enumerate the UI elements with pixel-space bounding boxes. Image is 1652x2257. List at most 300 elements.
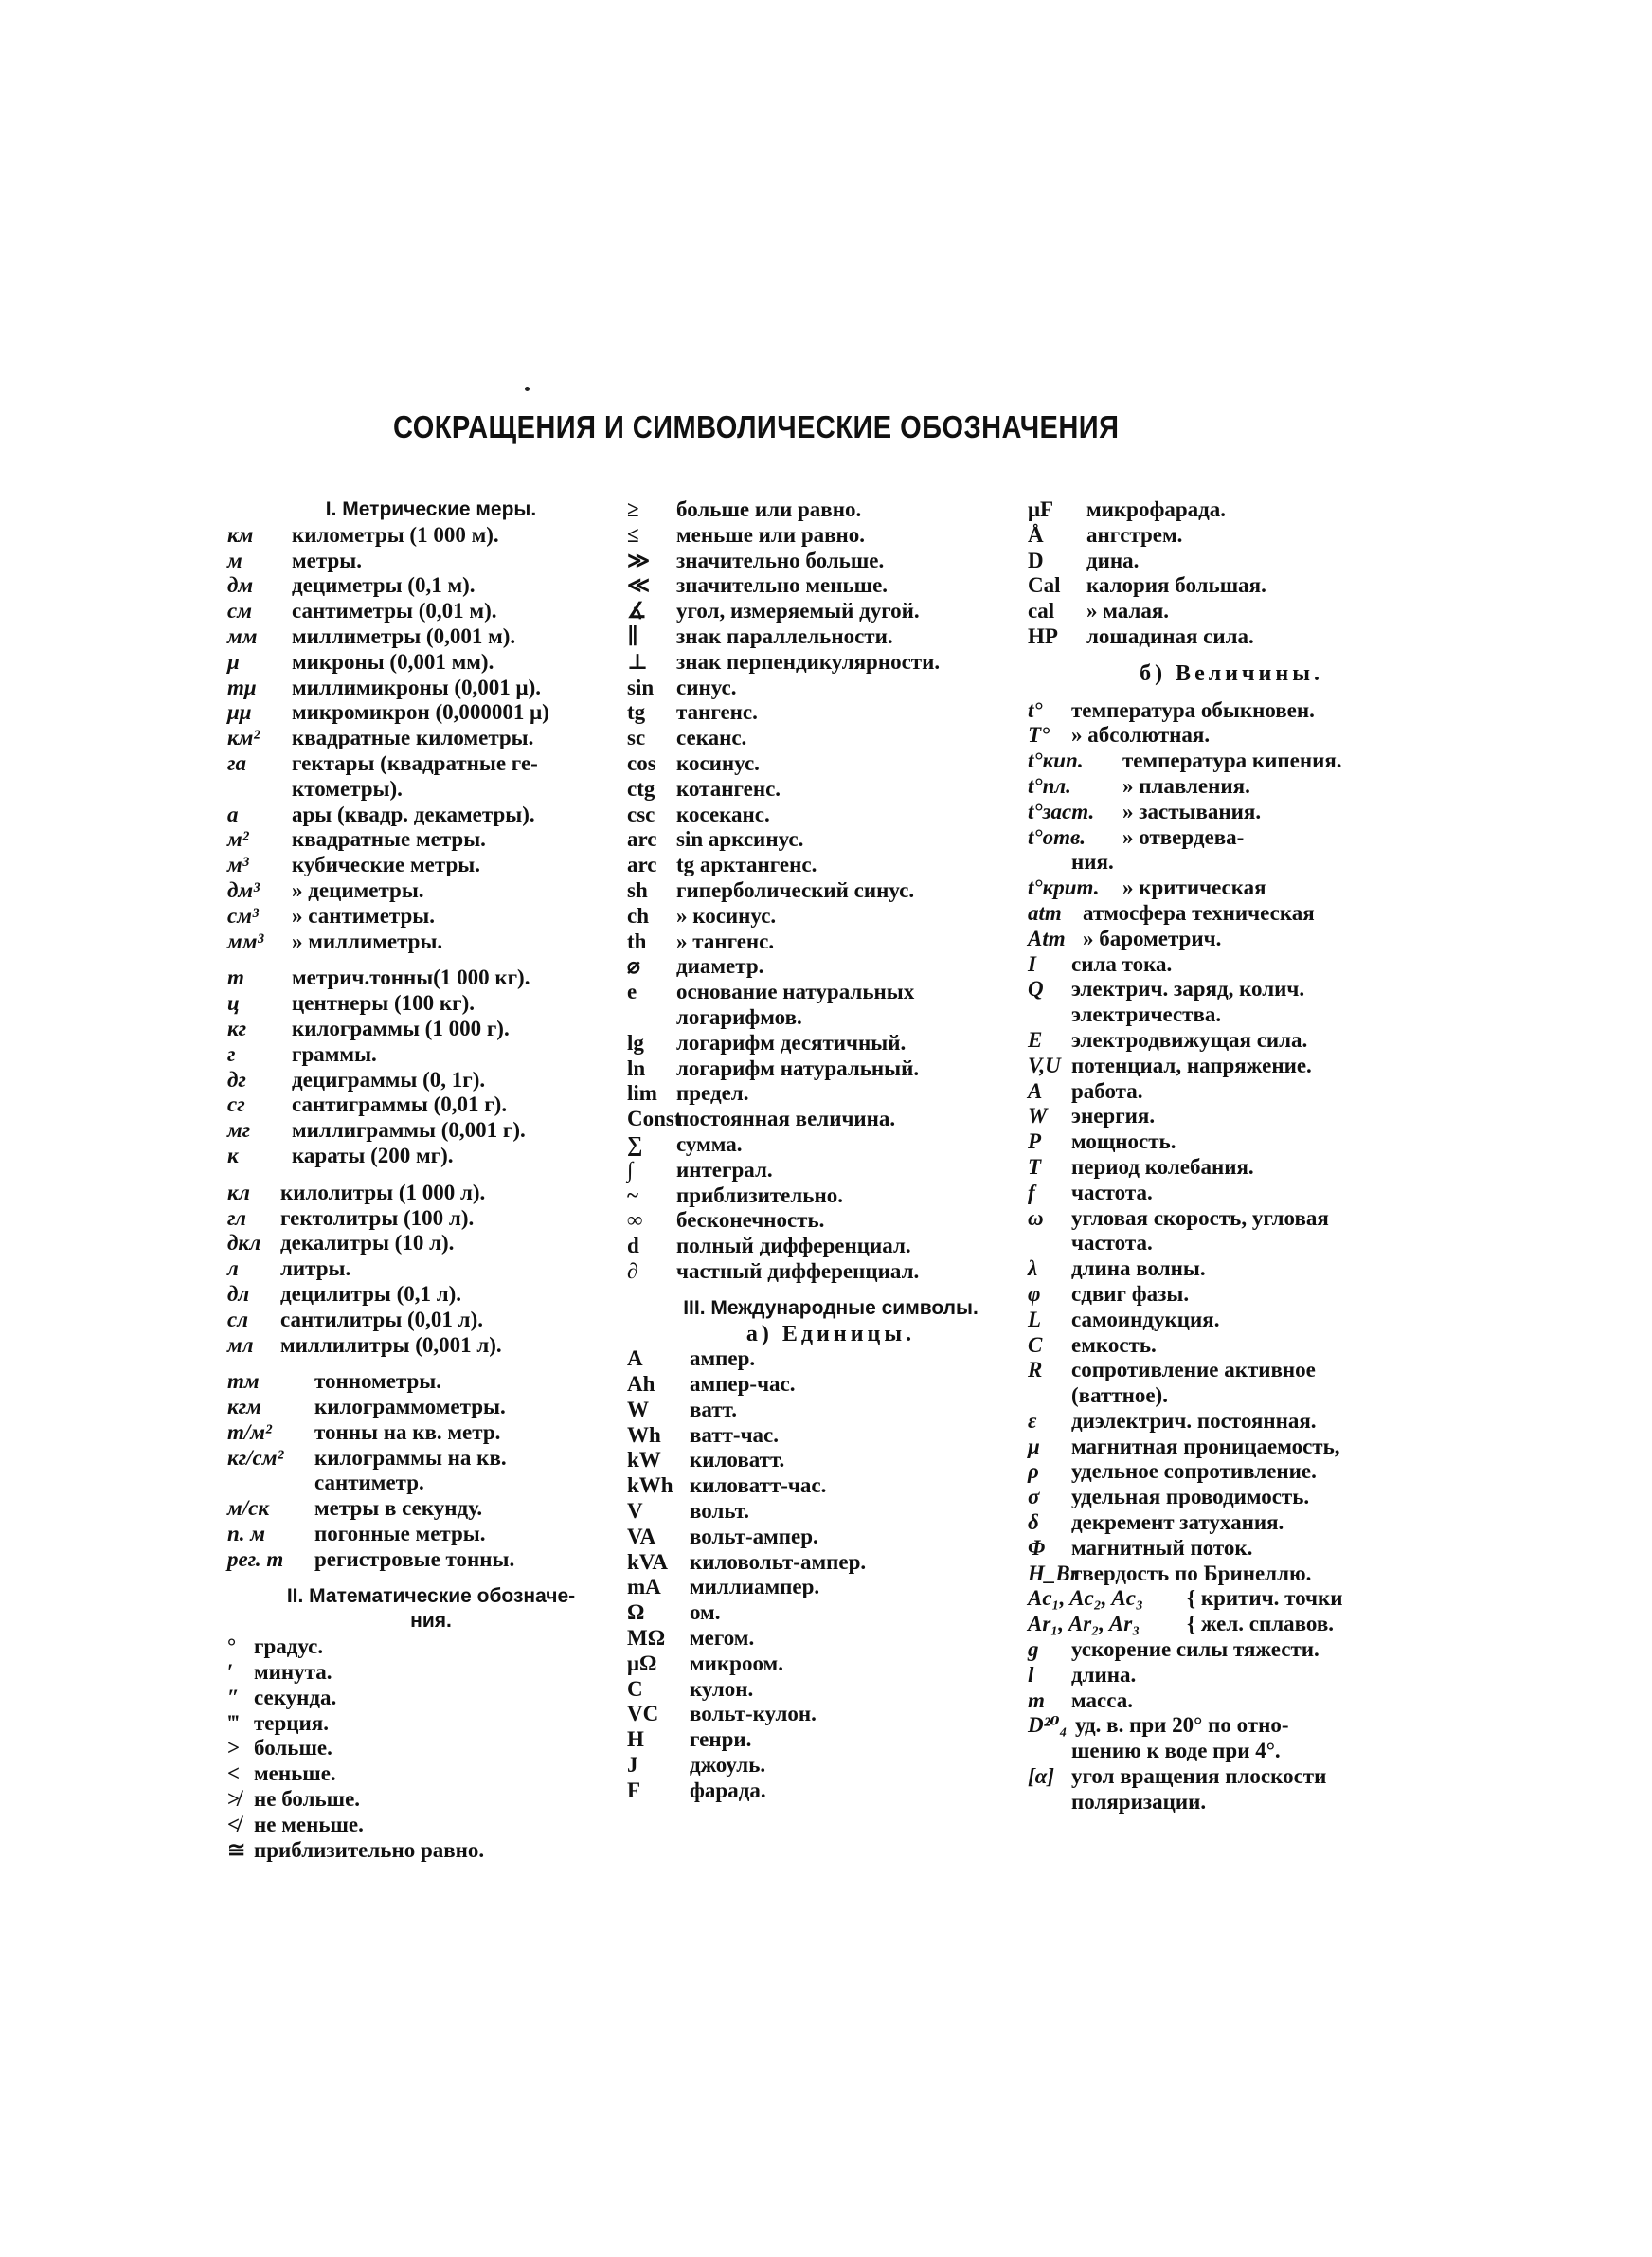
entry-text: электродвижущая сила.	[1071, 1027, 1308, 1052]
entry-symbol: V	[627, 1499, 643, 1524]
math-list	[227, 1634, 635, 1863]
entry-text: сила тока.	[1071, 951, 1173, 976]
entry-text: угол вращения плоскости	[1071, 1764, 1327, 1789]
entry-row	[1028, 1764, 1435, 1790]
entry-symbol: g	[1028, 1637, 1039, 1662]
entry-symbol: дкл	[227, 1231, 261, 1255]
entry-row	[627, 1208, 1034, 1234]
entry-row	[627, 1056, 1034, 1082]
entry-symbol: °	[227, 1634, 237, 1659]
entry-text: регистровые тонны.	[314, 1546, 515, 1571]
entry-text: уд. в. при 20° по отно-	[1075, 1713, 1289, 1738]
entry-symbol: t°кип.	[1028, 749, 1084, 773]
entry-symbol: R	[1028, 1358, 1043, 1382]
entry-row	[1028, 774, 1435, 800]
entry-text: фарада.	[690, 1778, 766, 1802]
entry-text: приблизительно равно.	[254, 1837, 485, 1862]
entry-text: генри.	[690, 1727, 752, 1752]
entry-text: джоуль.	[690, 1753, 766, 1778]
entry-text: знак параллельности.	[676, 623, 893, 648]
entry-row	[227, 1660, 635, 1686]
entry-row	[1028, 1739, 1435, 1764]
entry-row	[227, 991, 635, 1017]
entry-text: больше.	[254, 1736, 332, 1760]
entry-text: граммы.	[292, 1041, 377, 1066]
entry-row	[227, 1395, 635, 1420]
entry-row	[1028, 1104, 1435, 1129]
entry-text: километры (1 000 м).	[292, 522, 499, 547]
entry-row	[627, 599, 1034, 624]
entry-row	[227, 1042, 635, 1068]
column-2	[627, 497, 1037, 1804]
entry-row	[227, 827, 635, 853]
entry-symbol: ω	[1028, 1205, 1044, 1230]
entry-text: кулон.	[690, 1676, 754, 1701]
entry-symbol: л	[227, 1256, 239, 1281]
entry-symbol: дм³	[227, 877, 260, 902]
entry-row	[1028, 1181, 1435, 1206]
entry-symbol: arc	[627, 853, 657, 877]
entry-symbol: ≯	[227, 1787, 241, 1812]
section-3-heading: III. Международные символы.	[683, 1296, 979, 1319]
entry-text: декалитры (10 л).	[280, 1231, 455, 1255]
entry-row	[227, 777, 635, 803]
entry-symbol: ∫	[627, 1157, 634, 1182]
entry-row	[1028, 599, 1435, 624]
entry-text: микроом.	[690, 1651, 783, 1675]
entry-row	[627, 497, 1034, 523]
entry-row	[627, 1575, 1034, 1600]
page-title: СОКРАЩЕНИЯ И СИМВОЛИЧЕСКИЕ ОБОЗНАЧЕНИЯ	[393, 409, 1120, 444]
entry-row	[1028, 1383, 1435, 1409]
entry-text: килограммы (1 000 г).	[292, 1016, 510, 1040]
units-list	[627, 1346, 1037, 1803]
entry-text: синус.	[676, 675, 737, 699]
entry-symbol: ∑	[627, 1131, 643, 1156]
entry-text: миллиампер.	[690, 1575, 820, 1599]
entry-row	[227, 650, 635, 676]
entry-row	[1028, 1713, 1435, 1739]
entry-text: » барометрич.	[1083, 926, 1222, 950]
entry-text: { жел. сплавов.	[1187, 1612, 1335, 1636]
entry-row	[1028, 825, 1435, 851]
entry-symbol: m	[1028, 1688, 1045, 1712]
entry-symbol: гл	[227, 1205, 246, 1230]
entry-text: литры.	[280, 1256, 351, 1281]
entry-symbol: ≅	[227, 1837, 246, 1862]
entry-symbol: tg	[627, 700, 646, 725]
entry-symbol: Ω	[627, 1600, 645, 1625]
entry-text: атмосфера техническая	[1083, 900, 1315, 925]
entry-row	[227, 878, 635, 904]
entry-text: частота.	[1071, 1231, 1153, 1255]
entry-row	[627, 1005, 1034, 1031]
entry-symbol: T	[1028, 1154, 1042, 1179]
entry-symbol: A	[627, 1346, 643, 1371]
entry-text: дециграммы (0, 1г).	[292, 1067, 486, 1092]
entry-row	[627, 1180, 1035, 1209]
entry-text: косинус.	[676, 750, 760, 775]
entry-symbol: Ac₁, Ac₂, Ac₃	[1028, 1586, 1143, 1611]
entry-text: не больше.	[254, 1787, 361, 1812]
entry-row	[1028, 800, 1435, 825]
entry-symbol: atm	[1028, 900, 1062, 925]
entry-text: миллиметры (0,001 м).	[292, 623, 516, 648]
entry-row	[1028, 497, 1435, 523]
entry-text: ускорение силы тяжести.	[1071, 1637, 1320, 1662]
entry-row	[227, 930, 635, 955]
entry-row	[227, 523, 635, 549]
entry-symbol: тм	[227, 1369, 260, 1394]
entry-text: предел.	[676, 1081, 749, 1106]
entry-row	[1028, 901, 1435, 927]
entry-symbol: lg	[627, 1030, 644, 1055]
entry-symbol: Ar₁, Ar₂, Ar₃	[1028, 1612, 1140, 1636]
entry-row	[1028, 1586, 1435, 1612]
entry-row	[627, 1473, 1034, 1499]
entry-symbol: км	[227, 522, 254, 547]
entry-text: длина волны.	[1071, 1256, 1206, 1281]
entry-symbol: к	[227, 1143, 239, 1167]
entry-row	[627, 853, 1034, 878]
entry-symbol: E	[1028, 1027, 1043, 1052]
entry-text: мощность.	[1071, 1129, 1176, 1154]
entry-text: кубические метры.	[292, 853, 480, 877]
entry-symbol: mA	[627, 1575, 661, 1599]
entry-row	[227, 1144, 635, 1169]
entry-row	[627, 624, 1034, 650]
entry-text: длина.	[1071, 1662, 1137, 1687]
entry-symbol: г	[227, 1041, 236, 1066]
entry-symbol: D²⁰₄	[1028, 1713, 1068, 1738]
entry-text: интеграл.	[676, 1157, 773, 1182]
entry-row	[627, 676, 1034, 701]
entry-text: » абсолютная.	[1071, 723, 1211, 748]
entry-symbol: ch	[627, 903, 649, 928]
entry-symbol: sc	[627, 726, 646, 750]
entry-symbol: га	[227, 750, 246, 775]
entry-row	[227, 1813, 635, 1838]
entry-text: » малая.	[1086, 599, 1170, 623]
entry-text: логарифмов.	[676, 1004, 802, 1029]
entry-symbol: MΩ	[627, 1626, 666, 1651]
entry-row	[1028, 1333, 1435, 1359]
entry-row	[227, 751, 635, 777]
entry-text: ватт.	[690, 1397, 737, 1421]
entry-row	[627, 827, 1034, 853]
entry-row	[627, 951, 1036, 980]
entry-text: вольт-кулон.	[690, 1702, 817, 1726]
entry-symbol: ≮	[227, 1812, 241, 1836]
entry-text: » застывания.	[1122, 799, 1262, 823]
entry-text: миллимикроны (0,001 μ).	[292, 675, 542, 699]
entry-text: сумма.	[676, 1131, 743, 1156]
entry-row	[1028, 1028, 1435, 1054]
entry-text: угол, измеряемый дугой.	[676, 599, 920, 623]
entry-text: ангстрем.	[1086, 522, 1183, 547]
entry-symbol: t°заст.	[1028, 799, 1095, 823]
entry-row	[227, 1634, 635, 1660]
entry-text: ктометры).	[292, 776, 403, 801]
entry-row	[627, 1702, 1034, 1727]
entry-row	[627, 1259, 1034, 1285]
volume-list	[227, 1180, 638, 1359]
entry-symbol: Atm	[1028, 926, 1066, 950]
entry-row	[627, 777, 1034, 803]
entry-row	[227, 1282, 635, 1308]
section-2-heading: II. Математические обозначе-	[286, 1584, 576, 1607]
entry-symbol: т	[227, 966, 244, 990]
entry-row	[227, 1446, 635, 1472]
entry-text: киловольт-ампер.	[690, 1549, 867, 1574]
entry-text: дина.	[1086, 548, 1140, 572]
entry-row	[627, 1550, 1034, 1576]
entry-text: » плавления.	[1122, 773, 1250, 798]
entry-row	[627, 1423, 1034, 1449]
entry-text: караты (200 мг).	[292, 1143, 454, 1167]
entry-row	[1028, 1256, 1435, 1282]
entry-symbol: J	[627, 1753, 638, 1778]
entry-row	[1028, 1231, 1435, 1256]
entry-symbol: σ	[1028, 1485, 1040, 1509]
entry-text: приблизительно.	[676, 1183, 843, 1207]
entry-text: не меньше.	[254, 1812, 364, 1836]
entry-text: » сантиметры.	[292, 903, 435, 928]
entry-symbol: >	[227, 1736, 241, 1760]
column-3	[1028, 497, 1435, 1815]
entry-symbol: дг	[227, 1067, 246, 1092]
entry-row	[227, 1420, 635, 1446]
entry-text: » миллиметры.	[292, 929, 443, 953]
entry-row	[1028, 523, 1435, 549]
entry-text: ары (квадр. декаметры).	[292, 802, 535, 826]
entry-symbol: V,U	[1028, 1053, 1061, 1077]
entry-text: температура кипения.	[1122, 749, 1342, 773]
entry-symbol: kW	[627, 1448, 661, 1472]
entry-row	[1028, 573, 1435, 599]
entry-text: градус.	[254, 1634, 324, 1659]
entry-row	[1028, 549, 1435, 574]
entry-symbol: t°крит.	[1028, 876, 1100, 900]
entry-row	[227, 700, 635, 726]
entry-symbol: λ	[1028, 1256, 1038, 1281]
entry-row	[627, 1626, 1034, 1652]
entry-text: основание натуральных	[676, 980, 915, 1004]
entry-text: tg арктангенс.	[676, 853, 817, 877]
entry-symbol: ≫	[627, 548, 651, 572]
entry-text: секанс.	[676, 726, 747, 750]
entry-text: ампер-час.	[690, 1372, 796, 1397]
entry-symbol: ‴	[227, 1710, 240, 1735]
entry-row	[1028, 1790, 1435, 1815]
entry-text: сантиметр.	[314, 1471, 424, 1495]
entry-text: киловатт.	[690, 1448, 785, 1472]
entry-symbol: т/м²	[227, 1419, 272, 1444]
entry-row	[1028, 1358, 1435, 1383]
entry-symbol: f	[1028, 1180, 1035, 1204]
entry-text: энергия.	[1071, 1104, 1156, 1128]
entry-row	[627, 1234, 1034, 1259]
entry-row	[227, 1686, 635, 1711]
entry-row	[1028, 1637, 1435, 1663]
entry-symbol: Wh	[627, 1422, 661, 1447]
entry-text: килолитры (1 000 л).	[280, 1180, 486, 1204]
entry-row	[227, 573, 635, 599]
entry-row	[227, 966, 635, 991]
entry-text: тангенс.	[676, 700, 758, 725]
entry-text: магнитная проницаемость,	[1071, 1434, 1340, 1458]
entry-symbol: T°	[1028, 723, 1050, 748]
entry-text: температура обыкновен.	[1071, 697, 1315, 722]
entry-text: период колебания.	[1071, 1154, 1254, 1179]
entry-row	[227, 726, 635, 751]
entry-text: гектары (квадратные ге-	[292, 750, 538, 775]
entry-symbol: сл	[227, 1307, 249, 1331]
entry-symbol: дл	[227, 1281, 250, 1306]
entry-text: метры в секунду.	[314, 1496, 483, 1521]
entry-text: сдвиг фазы.	[1071, 1281, 1190, 1306]
entry-row	[627, 573, 1034, 599]
entry-text: квадратные километры.	[292, 726, 534, 750]
entry-row	[227, 1206, 635, 1232]
entry-symbol: ≥	[627, 497, 639, 521]
entry-text: » косинус.	[676, 903, 777, 928]
entry-row	[627, 1346, 1034, 1372]
entry-row	[627, 878, 1034, 904]
entry-text: вольт.	[690, 1499, 749, 1524]
entry-symbol: ″	[227, 1685, 240, 1709]
entry-row	[627, 1652, 1034, 1677]
math-list-2	[627, 497, 1034, 1285]
entry-symbol: kWh	[627, 1473, 673, 1498]
entry-row	[227, 676, 635, 701]
entry-symbol: ′	[227, 1660, 234, 1685]
entry-row	[227, 1711, 635, 1737]
entry-symbol: мм	[227, 623, 258, 648]
entry-row	[627, 751, 1034, 777]
entry-row	[1028, 1459, 1435, 1485]
entry-row	[227, 1256, 635, 1282]
entry-symbol: ≪	[627, 573, 651, 598]
entry-text: терция.	[254, 1710, 329, 1735]
entry-row	[627, 1031, 1034, 1056]
entry-text: котангенс.	[676, 776, 781, 801]
entry-symbol: а	[227, 802, 239, 826]
entry-symbol: e	[627, 980, 637, 1004]
entry-text: метры.	[292, 548, 362, 572]
entry-row	[627, 549, 1034, 574]
entry-text: твердость по Бринеллю.	[1071, 1561, 1312, 1585]
entry-symbol: A	[1028, 1078, 1043, 1103]
entry-row	[627, 1158, 1034, 1183]
entry-text: декремент затухания.	[1071, 1510, 1284, 1535]
entry-symbol: Const	[627, 1107, 682, 1131]
entry-text: удельное сопротивление.	[1071, 1459, 1317, 1484]
entry-text: логарифм натуральный.	[676, 1056, 920, 1080]
entry-text: диэлектрич. постоянная.	[1071, 1408, 1317, 1433]
entry-symbol: W	[1028, 1104, 1048, 1128]
entry-row	[627, 1753, 1034, 1779]
entry-row	[227, 1068, 635, 1093]
entry-row	[627, 650, 1034, 676]
quantities-heading: б) Величины.	[1140, 660, 1323, 686]
entry-row	[627, 980, 1034, 1005]
entry-symbol: Ah	[627, 1372, 655, 1397]
entry-row	[227, 1787, 635, 1813]
entry-row	[227, 1522, 635, 1547]
entry-symbol: дм	[227, 573, 254, 598]
entry-row	[227, 1181, 635, 1206]
entry-symbol: sin	[627, 675, 655, 699]
entry-row	[627, 1779, 1034, 1804]
entry-text: sin арксинус.	[676, 827, 804, 852]
entry-text: масса.	[1071, 1688, 1133, 1712]
entry-text: постоянная величина.	[676, 1107, 896, 1131]
entry-text: гектолитры (100 л).	[280, 1205, 475, 1230]
entry-text: потенциал, напряжение.	[1071, 1053, 1312, 1077]
entry-symbol: кг/см²	[227, 1445, 284, 1470]
entry-text: электричества.	[1071, 1002, 1222, 1027]
entry-text: сантиграммы (0,01 г).	[292, 1092, 508, 1117]
entry-row	[227, 1333, 635, 1359]
entry-symbol: μ	[1028, 1434, 1040, 1458]
entry-symbol: см	[227, 599, 252, 623]
entry-row	[1028, 876, 1435, 901]
entry-row	[227, 599, 635, 624]
entry-symbol: рег. т	[227, 1546, 284, 1571]
entry-symbol: м	[227, 548, 242, 572]
entry-text: меньше или равно.	[676, 522, 866, 547]
entry-text: метрич.тонны(1 000 кг).	[292, 966, 530, 990]
entry-row	[227, 1761, 635, 1787]
entry-row	[627, 1448, 1034, 1473]
entry-text: центнеры (100 кг).	[292, 991, 475, 1016]
entry-text: значительно меньше.	[676, 573, 889, 598]
entry-text: полный дифференциал.	[676, 1234, 911, 1258]
entry-row	[1028, 952, 1435, 978]
entry-row	[627, 930, 1034, 955]
entry-row	[1028, 1002, 1435, 1028]
entry-row	[1028, 850, 1435, 876]
entry-row	[1028, 1562, 1435, 1587]
entry-symbol: м/ск	[227, 1496, 270, 1521]
entry-symbol: ε	[1028, 1408, 1037, 1433]
entry-symbol: м²	[227, 827, 249, 852]
entry-text: угловая скорость, угловая	[1071, 1205, 1329, 1230]
entry-text: меньше.	[254, 1761, 336, 1786]
entry-row	[627, 1107, 1034, 1132]
entry-symbol: lim	[627, 1081, 657, 1106]
entry-symbol: F	[627, 1778, 641, 1802]
entry-row	[227, 1547, 635, 1573]
entry-symbol: mμ	[227, 675, 257, 699]
entry-row	[1028, 723, 1435, 749]
entry-text: ампер.	[690, 1346, 756, 1371]
entry-row	[627, 1081, 1034, 1107]
entry-row	[1028, 698, 1435, 724]
entry-row	[627, 700, 1034, 726]
entry-row	[227, 803, 635, 828]
entry-row	[627, 1727, 1034, 1753]
entry-row	[227, 549, 635, 574]
entry-row	[627, 1132, 1034, 1158]
entry-text: миллилитры (0,001 л).	[280, 1332, 502, 1357]
entry-text: киловатт-час.	[690, 1473, 827, 1498]
entry-text: больше или равно.	[676, 497, 862, 521]
entry-symbol: Φ	[1028, 1535, 1046, 1560]
entry-symbol: ln	[627, 1056, 646, 1080]
entry-symbol: VA	[627, 1524, 656, 1548]
